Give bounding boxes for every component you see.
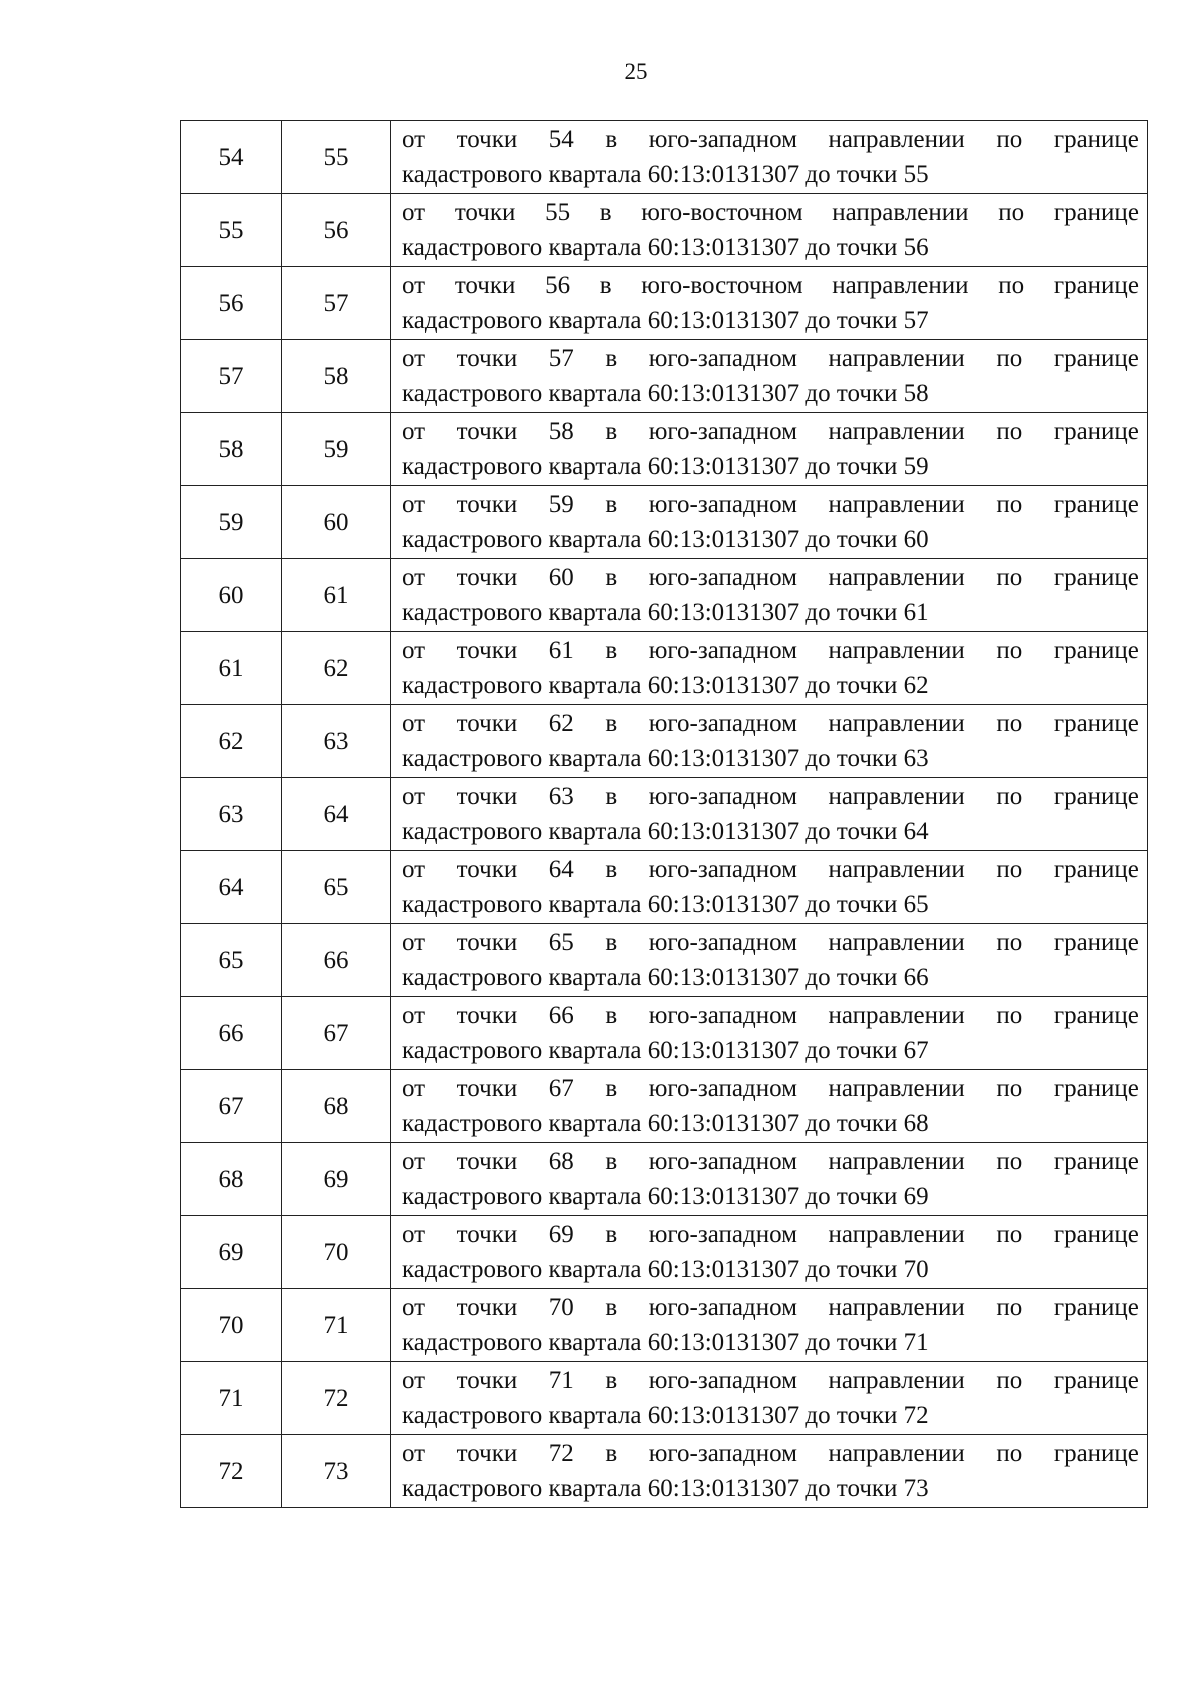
description-word: точки <box>456 491 518 518</box>
description-word: по <box>996 1075 1023 1102</box>
point-to-cell: 58 <box>282 340 391 413</box>
description-word: в <box>605 1294 618 1321</box>
description-word: направлении <box>828 929 965 956</box>
point-to-cell: 62 <box>282 632 391 705</box>
point-from-cell: 69 <box>181 1216 282 1289</box>
description-word: точки <box>456 1221 518 1248</box>
description-line-1 <box>402 998 1139 1033</box>
boundary-description-cell <box>391 559 1148 632</box>
description-line-1 <box>402 195 1139 230</box>
description-word: юго-западном <box>648 418 797 445</box>
description-line-1 <box>402 268 1139 303</box>
description-word: направлении <box>828 1148 965 1175</box>
description-word: границе <box>1053 491 1139 518</box>
description-word: границе <box>1053 1367 1139 1394</box>
boundary-description-cell <box>391 340 1148 413</box>
boundary-description-cell <box>391 924 1148 997</box>
table-row <box>181 267 1148 340</box>
description-word: по <box>996 1002 1023 1029</box>
description-word: точки <box>456 929 518 956</box>
table-row <box>181 194 1148 267</box>
description-word: границе <box>1053 1148 1139 1175</box>
description-word: границе <box>1053 199 1139 226</box>
description-word: от <box>402 345 426 372</box>
point-from-cell: 62 <box>181 705 282 778</box>
description-word: от <box>402 1002 426 1029</box>
description-word: по <box>998 272 1025 299</box>
boundary-description-cell <box>391 121 1148 194</box>
point-from-cell: 67 <box>181 1070 282 1143</box>
table-row <box>181 997 1148 1070</box>
description-line-2: кадастрового квартала 60:13:0131307 до точки 62 <box>402 672 929 699</box>
description-word: по <box>996 1294 1023 1321</box>
description-line-2: кадастрового квартала 60:13:0131307 до точки 61 <box>402 599 929 626</box>
description-word: границе <box>1053 710 1139 737</box>
description-word: направлении <box>828 637 965 664</box>
description-line-2: кадастрового квартала 60:13:0131307 до точки 65 <box>402 891 929 918</box>
description-word: 56 <box>545 272 571 299</box>
description-word: по <box>996 418 1023 445</box>
description-word: точки <box>456 637 518 664</box>
table-row <box>181 924 1148 997</box>
description-word: границе <box>1053 1221 1139 1248</box>
description-word: по <box>996 1367 1023 1394</box>
table-row <box>181 1289 1148 1362</box>
description-word: от <box>402 1075 426 1102</box>
description-line-1 <box>402 706 1139 741</box>
point-to-cell: 65 <box>282 851 391 924</box>
description-word: направлении <box>828 564 965 591</box>
point-to-cell: 71 <box>282 1289 391 1362</box>
description-line-1 <box>402 1217 1139 1252</box>
description-line-1 <box>402 925 1139 960</box>
description-word: юго-западном <box>648 1221 797 1248</box>
point-to-cell: 67 <box>282 997 391 1070</box>
description-line-1 <box>402 852 1139 887</box>
description-word: точки <box>454 272 516 299</box>
table-row <box>181 413 1148 486</box>
point-from-cell: 54 <box>181 121 282 194</box>
table-row <box>181 340 1148 413</box>
description-line-1 <box>402 560 1139 595</box>
description-word: 63 <box>548 783 574 810</box>
point-from-cell: 57 <box>181 340 282 413</box>
boundary-description-cell <box>391 851 1148 924</box>
description-word: юго-западном <box>648 564 797 591</box>
point-to-cell: 73 <box>282 1435 391 1508</box>
description-word: по <box>996 637 1023 664</box>
description-line-1 <box>402 1144 1139 1179</box>
description-word: от <box>402 1440 426 1467</box>
description-word: от <box>402 564 426 591</box>
description-word: от <box>402 637 426 664</box>
description-word: от <box>402 1148 426 1175</box>
point-from-cell: 61 <box>181 632 282 705</box>
point-from-cell: 64 <box>181 851 282 924</box>
description-word: в <box>605 345 618 372</box>
point-to-cell: 56 <box>282 194 391 267</box>
description-word: границе <box>1053 1002 1139 1029</box>
table-row <box>181 778 1148 851</box>
boundary-description-cell <box>391 997 1148 1070</box>
description-word: в <box>605 491 618 518</box>
boundary-table <box>180 120 1148 1508</box>
description-word: в <box>605 126 618 153</box>
description-word: от <box>402 491 426 518</box>
description-word: от <box>402 272 426 299</box>
point-from-cell: 56 <box>181 267 282 340</box>
description-word: 55 <box>545 199 571 226</box>
description-word: в <box>605 856 618 883</box>
description-word: границе <box>1053 564 1139 591</box>
description-word: от <box>402 1367 426 1394</box>
description-line-1 <box>402 487 1139 522</box>
boundary-description-cell <box>391 194 1148 267</box>
point-from-cell: 63 <box>181 778 282 851</box>
point-to-cell: 61 <box>282 559 391 632</box>
description-word: в <box>605 637 618 664</box>
description-line-2: кадастрового квартала 60:13:0131307 до точки 68 <box>402 1110 929 1137</box>
description-word: юго-западном <box>648 783 797 810</box>
description-line-1 <box>402 1363 1139 1398</box>
description-word: направлении <box>828 1002 965 1029</box>
table-row <box>181 851 1148 924</box>
description-word: границе <box>1053 1294 1139 1321</box>
point-from-cell: 71 <box>181 1362 282 1435</box>
table-row <box>181 121 1148 194</box>
description-line-2: кадастрового квартала 60:13:0131307 до точки 58 <box>402 380 929 407</box>
description-word: точки <box>454 199 516 226</box>
description-word: 69 <box>548 1221 574 1248</box>
point-from-cell: 60 <box>181 559 282 632</box>
description-word: границе <box>1053 345 1139 372</box>
description-word: границе <box>1053 1075 1139 1102</box>
description-word: в <box>605 1221 618 1248</box>
description-word: 71 <box>548 1367 574 1394</box>
description-word: 64 <box>548 856 574 883</box>
description-word: границе <box>1053 272 1139 299</box>
description-word: направлении <box>832 199 969 226</box>
table-row <box>181 1216 1148 1289</box>
table-row <box>181 705 1148 778</box>
description-word: юго-западном <box>648 710 797 737</box>
point-to-cell: 72 <box>282 1362 391 1435</box>
description-word: по <box>996 783 1023 810</box>
description-line-2: кадастрового квартала 60:13:0131307 до точки 72 <box>402 1402 929 1429</box>
description-word: точки <box>456 1367 518 1394</box>
description-word: направлении <box>828 1075 965 1102</box>
description-word: направлении <box>828 1221 965 1248</box>
description-word: направлении <box>828 856 965 883</box>
description-word: от <box>402 856 426 883</box>
point-to-cell: 70 <box>282 1216 391 1289</box>
description-word: направлении <box>828 491 965 518</box>
description-line-2: кадастрового квартала 60:13:0131307 до точки 59 <box>402 453 929 480</box>
page-number: 25 <box>624 59 648 84</box>
description-word: направлении <box>828 783 965 810</box>
description-line-1 <box>402 414 1139 449</box>
table-row <box>181 632 1148 705</box>
point-to-cell: 57 <box>282 267 391 340</box>
point-from-cell: 65 <box>181 924 282 997</box>
description-word: от <box>402 710 426 737</box>
point-from-cell: 58 <box>181 413 282 486</box>
description-word: по <box>996 1221 1023 1248</box>
description-word: границе <box>1053 783 1139 810</box>
point-to-cell: 66 <box>282 924 391 997</box>
description-word: от <box>402 1294 426 1321</box>
description-word: в <box>605 1148 618 1175</box>
description-line-1 <box>402 633 1139 668</box>
description-word: юго-западном <box>648 1440 797 1467</box>
boundary-description-cell <box>391 1216 1148 1289</box>
description-word: направлении <box>828 126 965 153</box>
description-word: точки <box>456 1148 518 1175</box>
description-word: в <box>599 199 612 226</box>
description-word: точки <box>456 856 518 883</box>
description-word: в <box>605 929 618 956</box>
boundary-description-cell <box>391 1435 1148 1508</box>
boundary-description-cell <box>391 1289 1148 1362</box>
point-from-cell: 68 <box>181 1143 282 1216</box>
description-word: юго-западном <box>648 1148 797 1175</box>
description-word: в <box>599 272 612 299</box>
boundary-description-cell <box>391 413 1148 486</box>
point-to-cell: 55 <box>282 121 391 194</box>
description-word: точки <box>456 418 518 445</box>
description-word: границе <box>1053 126 1139 153</box>
description-word: по <box>996 710 1023 737</box>
description-line-2: кадастрового квартала 60:13:0131307 до точки 70 <box>402 1256 929 1283</box>
description-word: границе <box>1053 856 1139 883</box>
description-word: 54 <box>548 126 574 153</box>
description-line-2: кадастрового квартала 60:13:0131307 до точки 60 <box>402 526 929 553</box>
table-row <box>181 1362 1148 1435</box>
description-word: от <box>402 783 426 810</box>
point-to-cell: 69 <box>282 1143 391 1216</box>
description-word: в <box>605 1367 618 1394</box>
description-line-1 <box>402 341 1139 376</box>
description-word: по <box>996 564 1023 591</box>
description-word: направлении <box>828 1367 965 1394</box>
description-line-2: кадастрового квартала 60:13:0131307 до точки 64 <box>402 818 929 845</box>
description-word: точки <box>456 710 518 737</box>
description-word: границе <box>1053 1440 1139 1467</box>
description-line-1 <box>402 779 1139 814</box>
description-line-2: кадастрового квартала 60:13:0131307 до точки 56 <box>402 234 929 261</box>
description-word: по <box>996 491 1023 518</box>
point-to-cell: 63 <box>282 705 391 778</box>
description-word: в <box>605 783 618 810</box>
table-row <box>181 1435 1148 1508</box>
description-word: юго-западном <box>648 856 797 883</box>
description-word: юго-западном <box>648 1075 797 1102</box>
description-word: точки <box>456 564 518 591</box>
description-word: 67 <box>548 1075 574 1102</box>
description-line-1 <box>402 1071 1139 1106</box>
description-word: в <box>605 710 618 737</box>
description-line-2: кадастрового квартала 60:13:0131307 до точки 55 <box>402 161 929 188</box>
description-word: юго-западном <box>648 1294 797 1321</box>
description-word: 57 <box>548 345 574 372</box>
description-word: юго-западном <box>648 1367 797 1394</box>
description-line-1 <box>402 122 1139 157</box>
description-word: границе <box>1053 637 1139 664</box>
boundary-description-cell <box>391 267 1148 340</box>
description-word: точки <box>456 126 518 153</box>
description-word: 66 <box>548 1002 574 1029</box>
description-word: точки <box>456 783 518 810</box>
description-word: по <box>998 199 1025 226</box>
point-from-cell: 66 <box>181 997 282 1070</box>
description-word: от <box>402 126 426 153</box>
description-line-2: кадастрового квартала 60:13:0131307 до точки 69 <box>402 1183 929 1210</box>
description-word: от <box>402 418 426 445</box>
description-word: от <box>402 199 426 226</box>
point-from-cell: 72 <box>181 1435 282 1508</box>
description-word: от <box>402 1221 426 1248</box>
point-from-cell: 70 <box>181 1289 282 1362</box>
description-word: границе <box>1053 929 1139 956</box>
boundary-description-cell <box>391 1143 1148 1216</box>
description-word: по <box>996 1148 1023 1175</box>
description-line-2: кадастрового квартала 60:13:0131307 до точки 63 <box>402 745 929 772</box>
table-body <box>181 121 1148 1508</box>
description-word: юго-западном <box>648 491 797 518</box>
description-word: 61 <box>548 637 574 664</box>
boundary-description-cell <box>391 705 1148 778</box>
description-word: 65 <box>548 929 574 956</box>
description-word: направлении <box>828 345 965 372</box>
description-word: по <box>996 1440 1023 1467</box>
description-line-2: кадастрового квартала 60:13:0131307 до точки 73 <box>402 1475 929 1502</box>
description-line-1 <box>402 1290 1139 1325</box>
point-to-cell: 64 <box>282 778 391 851</box>
description-word: юго-западном <box>648 1002 797 1029</box>
description-line-1 <box>402 1436 1139 1471</box>
description-word: 62 <box>548 710 574 737</box>
description-word: направлении <box>832 272 969 299</box>
description-word: от <box>402 929 426 956</box>
table-row <box>181 1143 1148 1216</box>
description-word: точки <box>456 1440 518 1467</box>
description-word: границе <box>1053 418 1139 445</box>
description-line-2: кадастрового квартала 60:13:0131307 до точки 71 <box>402 1329 929 1356</box>
description-word: юго-восточном <box>641 272 803 299</box>
point-from-cell: 55 <box>181 194 282 267</box>
description-word: по <box>996 345 1023 372</box>
description-word: 60 <box>548 564 574 591</box>
point-to-cell: 60 <box>282 486 391 559</box>
description-word: в <box>605 1440 618 1467</box>
table-row <box>181 486 1148 559</box>
description-word: юго-западном <box>648 126 797 153</box>
description-word: 70 <box>548 1294 574 1321</box>
description-word: в <box>605 418 618 445</box>
description-word: точки <box>456 1075 518 1102</box>
boundary-description-cell <box>391 1362 1148 1435</box>
table-row <box>181 1070 1148 1143</box>
point-to-cell: 59 <box>282 413 391 486</box>
description-word: точки <box>456 1294 518 1321</box>
description-word: по <box>996 856 1023 883</box>
description-word: 58 <box>548 418 574 445</box>
point-from-cell: 59 <box>181 486 282 559</box>
description-word: 68 <box>548 1148 574 1175</box>
description-word: в <box>605 1075 618 1102</box>
description-line-2: кадастрового квартала 60:13:0131307 до точки 57 <box>402 307 929 334</box>
description-word: направлении <box>828 1440 965 1467</box>
description-word: направлении <box>828 418 965 445</box>
table-row <box>181 559 1148 632</box>
description-word: точки <box>456 1002 518 1029</box>
description-line-2: кадастрового квартала 60:13:0131307 до точки 66 <box>402 964 929 991</box>
description-word: юго-восточном <box>641 199 803 226</box>
description-word: юго-западном <box>648 345 797 372</box>
description-line-2: кадастрового квартала 60:13:0131307 до точки 67 <box>402 1037 929 1064</box>
description-word: в <box>605 1002 618 1029</box>
point-to-cell: 68 <box>282 1070 391 1143</box>
description-word: юго-западном <box>648 637 797 664</box>
description-word: точки <box>456 345 518 372</box>
description-word: 59 <box>548 491 574 518</box>
boundary-description-cell <box>391 632 1148 705</box>
description-word: по <box>996 126 1023 153</box>
description-word: 72 <box>548 1440 574 1467</box>
description-word: направлении <box>828 1294 965 1321</box>
boundary-description-cell <box>391 1070 1148 1143</box>
description-word: по <box>996 929 1023 956</box>
description-word: юго-западном <box>648 929 797 956</box>
boundary-description-cell <box>391 778 1148 851</box>
description-word: в <box>605 564 618 591</box>
boundary-description-cell <box>391 486 1148 559</box>
description-word: направлении <box>828 710 965 737</box>
